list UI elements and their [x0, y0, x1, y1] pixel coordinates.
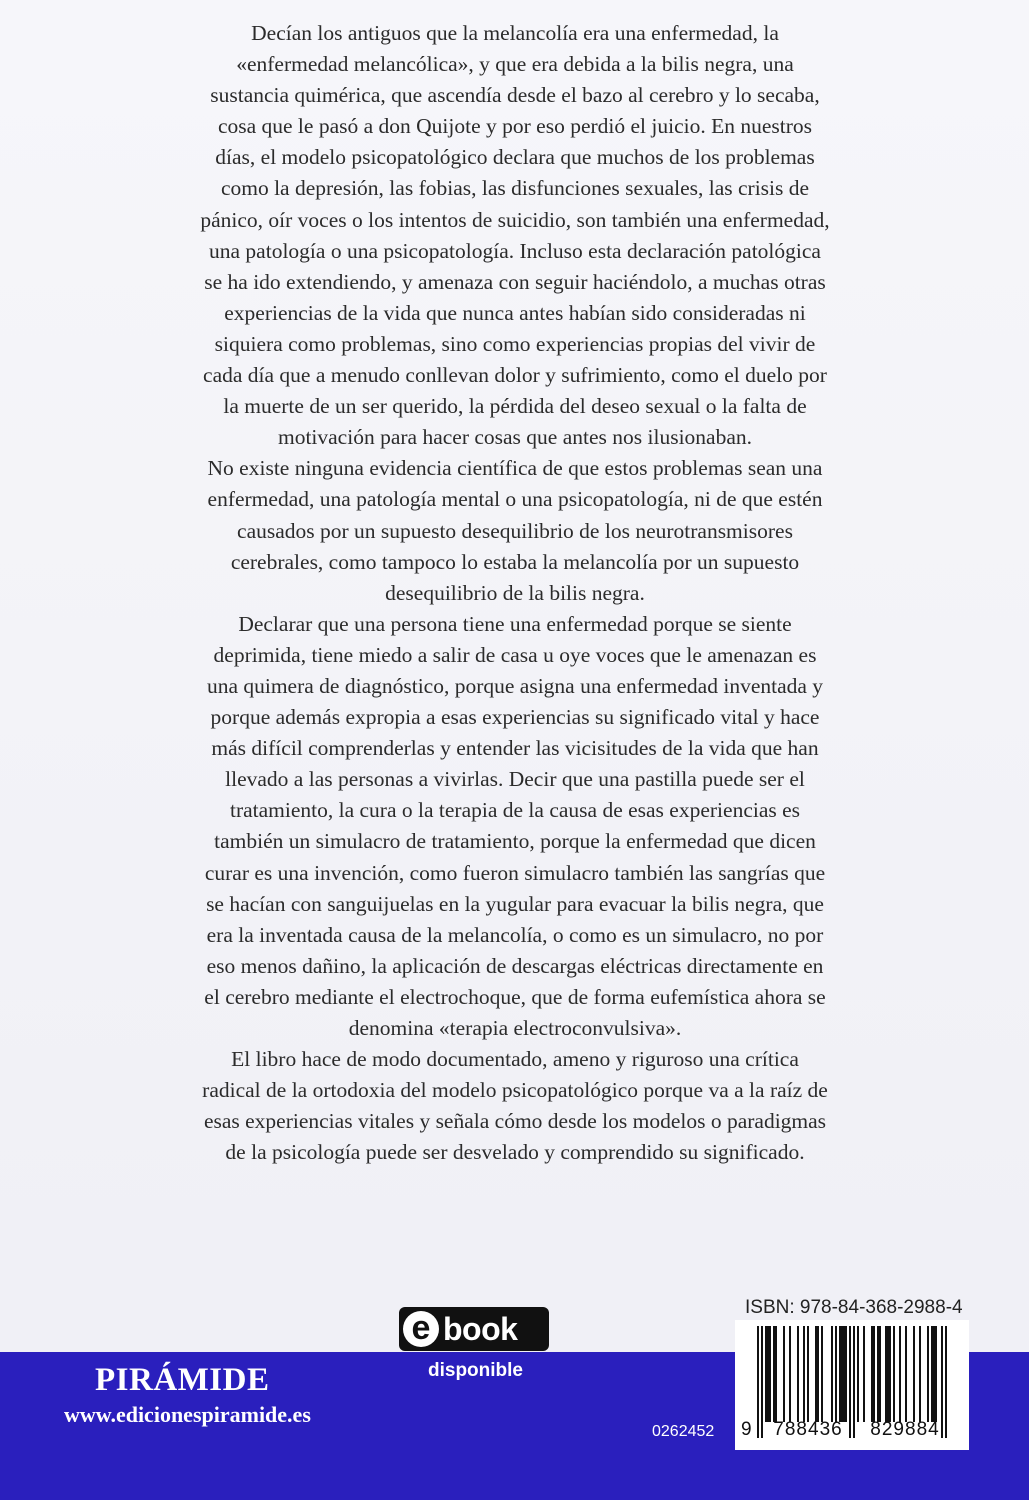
barcode-first-digit: 9 [741, 1419, 752, 1440]
text-line: como la depresión, las fobias, las disfunciones sexuales, las crisis de [220, 176, 810, 201]
barcode-bar [789, 1326, 791, 1422]
text-line: eso menos dañino, la aplicación de descargas eléctricas directamente en [206, 953, 824, 978]
ebook-e-icon: e [403, 1311, 439, 1347]
text-line: enfermedad, una patología mental o una psicopatología, ni de que estén [207, 487, 823, 512]
text-line: «enfermedad melancólica», y que era debida a la bilis negra, una [236, 52, 794, 77]
internal-code: 0262452 [652, 1423, 715, 1440]
text-line: El libro hace de modo documentado, ameno y riguroso una crítica [231, 1047, 799, 1072]
barcode-bar [933, 1326, 935, 1422]
barcode-bar [815, 1326, 817, 1422]
text-line: el cerebro mediante el electrochoque, que de forma eufemística ahora se [204, 984, 826, 1009]
text-line: Declarar que una persona tiene una enfermedad porque se siente [238, 611, 792, 636]
text-line: más difícil comprenderlas y entender las vicisitudes de la vida que han [211, 736, 819, 761]
barcode-bar [873, 1326, 875, 1422]
ebook-availability: disponible [428, 1360, 523, 1381]
barcode-bar [797, 1326, 799, 1422]
text-line: también un simulacro de tratamiento, porque la enfermedad que dicen [214, 829, 816, 854]
barcode-bar [927, 1326, 929, 1422]
text-line: deprimida, tiene miedo a salir de casa u oye voces que le amenazan es [213, 642, 817, 667]
text-line: cosa que le pasó a don Quijote y por eso perdió el juicio. En nuestros [217, 114, 813, 139]
blurb-paragraph-1 [135, 18, 895, 453]
text-line: No existe ninguna evidencia científica de que estos problemas sean una [207, 456, 823, 481]
barcode-bar [807, 1326, 809, 1422]
barcode-bar [821, 1326, 823, 1422]
barcode-left-digits: 788436 [773, 1419, 843, 1440]
ebook-badge-label: book [443, 1310, 518, 1347]
text-line: radical de la ortodoxia del modelo psicopatológico porque va a la raíz de [202, 1078, 828, 1103]
text-line: motivación para hacer cosas que antes nos ilusionaban. [277, 425, 753, 450]
text-line: tratamiento, la cura o la terapia de la causa de esas experiencias es [229, 798, 801, 823]
blurb-paragraph-2 [135, 453, 895, 608]
barcode-bar [817, 1326, 819, 1422]
text-line: sustancia quimérica, que ascendía desde el bazo al cerebro y lo secaba, [210, 83, 820, 108]
barcode-bar [931, 1326, 933, 1422]
barcode [735, 1320, 969, 1450]
barcode-bar [831, 1326, 833, 1422]
text-line: se hacían con sanguijuelas en la yugular para evacuar la bilis negra, que [206, 891, 824, 916]
text-line: desequilibrio de la bilis negra. [385, 580, 645, 605]
barcode-bar [841, 1326, 843, 1422]
text-line: causados por un supuesto desequilibrio de los neurotransmisores [237, 518, 793, 543]
barcode-bar [935, 1326, 937, 1422]
barcode-bar [803, 1326, 805, 1422]
barcode-bar [773, 1326, 775, 1422]
publisher-url: www.edicionespiramide.es [64, 1402, 311, 1427]
text-line: denomina «terapia electroconvulsiva». [348, 1016, 682, 1040]
barcode-bar [775, 1326, 777, 1422]
barcode-bar [913, 1326, 915, 1422]
text-line: de la psicología puede ser desvelado y comprendido su significado. [225, 1140, 805, 1165]
text-line: una quimera de diagnóstico, porque asigna una enfermedad inventada y [206, 673, 824, 698]
barcode-bar [765, 1326, 767, 1422]
text-line: esas experiencias vitales y señala cómo desde los modelos o paradigmas [203, 1109, 827, 1134]
barcode-bar [767, 1326, 769, 1422]
text-line: cerebrales, como tampoco lo estaba la melancolía por un supuesto [230, 549, 800, 574]
barcode-bar [845, 1326, 847, 1422]
text-line: porque además expropia a esas experiencias su significado vital y hace [210, 705, 820, 730]
barcode-bar [905, 1326, 907, 1422]
ebook-badge [399, 1307, 549, 1351]
barcode-bar [889, 1326, 891, 1422]
blurb-text [135, 18, 895, 1168]
barcode-bar [857, 1326, 859, 1422]
barcode-bar [843, 1326, 845, 1422]
text-line: siquiera como problemas, sino como experiencias propias del vivir de [214, 331, 816, 356]
barcode-bar [839, 1326, 841, 1422]
blurb-paragraph-4 [135, 1044, 895, 1168]
barcode-bar [899, 1326, 901, 1422]
blurb-paragraph-3 [135, 609, 895, 1044]
publisher-logo-text: PIRÁMIDE [95, 1362, 270, 1398]
barcode-bar [871, 1326, 873, 1422]
barcode-right-digits: 829884 [870, 1419, 940, 1440]
text-line: Decían los antiguos que la melancolía era una enfermedad, la [251, 21, 779, 45]
text-line: una patología o una psicopatología. Incluso esta declaración patológica [209, 238, 821, 263]
barcode-bar [879, 1326, 881, 1422]
barcode-bar [769, 1326, 771, 1422]
text-line: la muerte de un ser querido, la pérdida del deseo sexual o la falta de [223, 394, 807, 419]
barcode-bar [863, 1326, 865, 1422]
text-line: días, el modelo psicopatológico declara que muchos de los problemas [215, 145, 815, 170]
text-line: pánico, oír voces o los intentos de suicidio, son también una enfermedad, [200, 207, 830, 232]
text-line: curar es una invención, como fueron simulacro también las sangrías que [204, 860, 826, 885]
barcode-bar [835, 1326, 837, 1422]
barcode-bar [893, 1326, 895, 1422]
barcode-bar [919, 1326, 921, 1422]
text-line: se ha ido extendiendo, y amenaza con seguir haciéndolo, a muchas otras [204, 269, 826, 294]
barcode-bar [783, 1326, 785, 1422]
barcode-bar [885, 1326, 887, 1422]
text-line: experiencias de la vida que nunca antes habían sido consideradas ni [224, 300, 806, 325]
barcode-digits [735, 1418, 969, 1448]
barcode-bar [877, 1326, 879, 1422]
text-line: cada día que a menudo conllevan dolor y sufrimiento, como el duelo por [203, 363, 827, 388]
text-line: era la inventada causa de la melancolía, o como es un simulacro, no por [206, 922, 824, 947]
barcode-bar [887, 1326, 889, 1422]
isbn-label: ISBN: 978-84-368-2988-4 [745, 1297, 963, 1318]
text-line: llevado a las personas a vivirlas. Decir que una pastilla puede ser el [225, 767, 805, 792]
